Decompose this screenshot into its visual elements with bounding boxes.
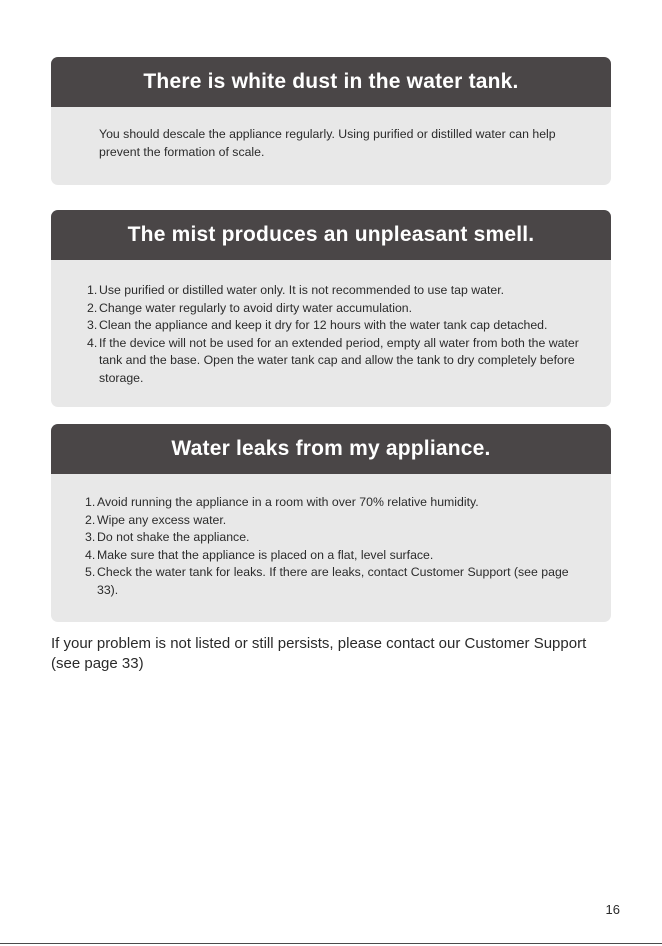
list-item <box>87 335 581 388</box>
contact-support-note: If your problem is not listed or still persists, please contact our Customer Support (see page 33) <box>51 635 587 672</box>
list-item-number: 3. <box>87 318 98 332</box>
list-item-text: Make sure that the appliance is placed on a flat, level surface. <box>97 547 434 562</box>
list-item-text: Change water regularly to avoid dirty water accumulation. <box>99 300 413 315</box>
list-item-text: If the device will not be used for an extended period, empty all water from both the water tank and the base. Open the water tank cap and allow the tank to dry completely before storage. <box>99 335 579 385</box>
bottom-divider <box>0 943 662 944</box>
troubleshoot-card-water-leaks <box>51 424 611 622</box>
list-item <box>87 300 581 318</box>
list-item-number: 1. <box>85 495 96 509</box>
card-header <box>51 57 611 107</box>
list-item <box>87 282 581 300</box>
steps-list <box>85 494 581 599</box>
card-body <box>51 107 611 161</box>
list-item-number: 4. <box>85 547 96 562</box>
steps-list <box>87 282 581 387</box>
list-item-number: 1. <box>87 283 98 297</box>
card-body <box>51 474 611 599</box>
list-item-text: Wipe any excess water. <box>97 512 227 527</box>
card-title: Water leaks from my appliance. <box>171 437 491 460</box>
troubleshoot-card-white-dust <box>51 57 611 185</box>
list-item-text: Do not shake the appliance. <box>97 530 250 544</box>
list-item-number: 3. <box>85 530 96 544</box>
card-body <box>51 260 611 387</box>
list-item-text: Avoid running the appliance in a room with over 70% relative humidity. <box>97 495 479 509</box>
card-header <box>51 210 611 260</box>
list-item <box>85 512 581 530</box>
page-number: 16 <box>605 902 620 917</box>
list-item-number: 4. <box>87 335 98 350</box>
card-title: The mist produces an unpleasant smell. <box>127 223 535 246</box>
list-item-text: Check the water tank for leaks. If there are leaks, contact Customer Support (see page 33). <box>97 565 569 597</box>
list-item <box>85 564 581 599</box>
list-item-number: 5. <box>85 565 96 579</box>
list-item-number: 2. <box>85 512 96 527</box>
list-item <box>85 529 581 547</box>
card-header <box>51 424 611 474</box>
troubleshoot-card-unpleasant-smell <box>51 210 611 407</box>
list-item-text: Clean the appliance and keep it dry for 12 hours with the water tank cap detached. <box>99 318 548 332</box>
card-title: There is white dust in the water tank. <box>143 70 519 93</box>
list-item <box>87 317 581 335</box>
list-item <box>85 547 581 565</box>
card-body-text: You should descale the appliance regularly. Using purified or distilled water can help prevent the formation of scale. <box>99 127 556 159</box>
list-item-number: 2. <box>87 300 98 315</box>
list-item <box>85 494 581 512</box>
list-item-text: Use purified or distilled water only. It is not recommended to use tap water. <box>99 283 505 297</box>
